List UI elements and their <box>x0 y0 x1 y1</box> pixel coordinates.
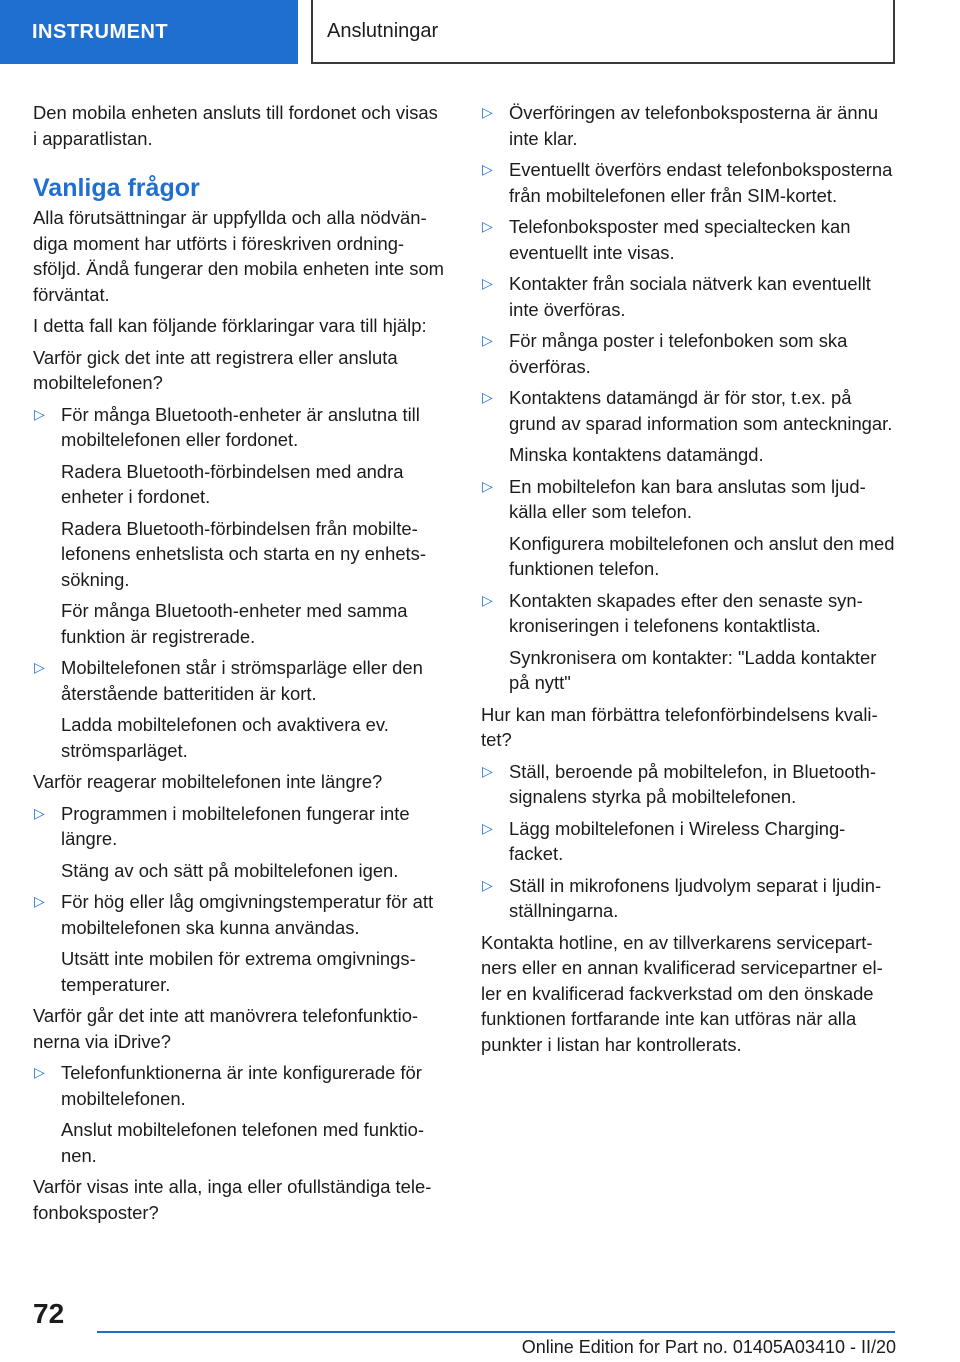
triangle-bullet-icon: ▷ <box>34 804 45 821</box>
triangle-bullet-icon: ▷ <box>482 161 493 177</box>
list-item <box>481 873 896 924</box>
list-item <box>33 889 445 997</box>
list-item-action: Ladda mobiltelefonen och avaktivera ev. strömsparläget. <box>61 714 389 761</box>
bullet-list <box>33 402 445 764</box>
list-item-text: Telefonfunktionerna är inte konfigurerade för mobiltelefonen. <box>61 1062 422 1109</box>
list-item <box>33 402 445 650</box>
list-item-text: Överföringen av telefonboksposterna är ännu inte klar. <box>509 102 879 149</box>
list-item-action: För många Bluetooth-enheter med samma funktion är registrerade. <box>61 600 408 647</box>
edition-note: Online Edition for Part no. 01405A03410 - II/20 <box>521 1337 896 1357</box>
list-item <box>481 328 896 379</box>
list-item-text: För många poster i telefonboken som ska överföras. <box>509 330 848 377</box>
list-item-text: För hög eller låg omgivningstemperatur för att mobiltelefonen ska kunna användas. <box>61 891 434 938</box>
section-header <box>311 0 895 64</box>
chapter-tab <box>0 0 298 64</box>
list-item-action: Utsätt inte mobilen för extrema omgivningstemperaturer. <box>61 948 416 995</box>
bullet-list <box>481 759 896 924</box>
triangle-bullet-icon: ▷ <box>482 477 493 494</box>
list-item <box>481 271 896 322</box>
list-item-text: Ställ, beroende på mobiltelefon, in Bluetooth-signalens styrka på mobiltelefonen. <box>509 760 877 807</box>
triangle-bullet-icon: ▷ <box>482 218 493 234</box>
list-item-action: Minska kontaktens datamängd. <box>509 444 764 465</box>
triangle-bullet-icon: ▷ <box>482 876 493 893</box>
list-item-text: Ställ in mikrofonens ljudvolym separat i ljudinställningarna. <box>509 874 882 921</box>
list-item-action: Synkronisera om kontakter: "Ladda kontakter på nytt" <box>509 646 877 693</box>
bullet-list <box>481 100 896 696</box>
list-item <box>33 801 445 884</box>
section-heading: Vanliga frågor <box>33 174 200 202</box>
chapter-tab-label: INSTRUMENT <box>32 20 169 43</box>
list-item-text: Eventuellt överförs endast telefonboksposterna från mobiltelefonen eller från SIM-kortet. <box>509 159 893 206</box>
triangle-bullet-icon: ▷ <box>34 659 45 675</box>
list-item-text: Programmen i mobiltelefonen fungerar inte längre. <box>61 802 410 849</box>
triangle-bullet-icon: ▷ <box>482 332 493 348</box>
list-item <box>33 1060 445 1168</box>
list-item <box>481 588 896 696</box>
triangle-bullet-icon: ▷ <box>482 591 493 608</box>
page-number: 72 <box>33 1298 65 1329</box>
bullet-list <box>33 801 445 998</box>
list-item <box>481 474 896 582</box>
triangle-bullet-icon: ▷ <box>34 893 45 909</box>
closing-paragraph: Kontakta hotline, en av tillverkarens servicepartners eller en annan kvalificerad servicepartner eller en kvalificerad fackverkstad om den önskade funktionen fortfarande inte kan utföras när alla punkter i listan har kontrollerats. <box>481 931 883 1055</box>
triangle-bullet-icon: ▷ <box>482 275 493 291</box>
right-column <box>481 100 896 1063</box>
bullet-list <box>33 1060 445 1168</box>
paragraph: I detta fall kan följande förklaringar vara till hjälp: <box>33 315 427 336</box>
paragraph: Alla förutsättningar är uppfyllda och alla nödvändiga moment har utförts i föreskriven ordningsföljd. Ändå fungerar den mobila enheten inte som förväntat. <box>33 207 444 305</box>
left-column <box>33 100 445 1231</box>
list-item-text: Kontakten skapades efter den senaste synkroniseringen i telefonens kontaktlista. <box>509 589 863 636</box>
question: Varför visas inte alla, inga eller ofullständiga telefonboksposter? <box>33 1176 432 1223</box>
list-item <box>481 385 896 468</box>
list-item-action: Stäng av och sätt på mobiltelefonen igen. <box>61 859 399 881</box>
list-item <box>481 759 896 810</box>
list-item-text: En mobiltelefon kan bara anslutas som ljudkälla eller som telefon. <box>509 475 866 522</box>
question: Hur kan man förbättra telefonförbindelsens kvalitet? <box>481 703 878 750</box>
triangle-bullet-icon: ▷ <box>482 104 493 120</box>
list-item-action: Radera Bluetooth-förbindelsen från mobiltelefonens enhetslista och starta en ny enhetssökning. <box>61 517 426 590</box>
question: Varför gick det inte att registrera eller ansluta mobiltelefonen? <box>33 346 398 393</box>
list-item-action: Anslut mobiltelefonen telefonen med funktionen. <box>61 1119 424 1166</box>
list-item-text: Kontaktens datamängd är för stor, t.ex. på grund av sparad information som anteckningar. <box>509 387 893 434</box>
list-item-text: Telefonboksposter med specialtecken kan eventuellt inte visas. <box>509 216 851 263</box>
list-item <box>481 816 896 867</box>
triangle-bullet-icon: ▷ <box>34 405 45 422</box>
triangle-bullet-icon: ▷ <box>34 1064 45 1080</box>
triangle-bullet-icon: ▷ <box>482 819 493 836</box>
list-item <box>481 157 896 208</box>
list-item <box>481 214 896 265</box>
question: Varför går det inte att manövrera telefonfunktionerna via iDrive? <box>33 1005 419 1052</box>
section-title: Anslutningar <box>327 19 439 42</box>
list-item-action: Radera Bluetooth-förbindelsen med andra enheter i fordonet. <box>61 460 404 507</box>
question: Varför reagerar mobiltelefonen inte längre? <box>33 771 383 792</box>
list-item <box>481 100 896 151</box>
list-item-action: Konfigurera mobiltelefonen och anslut den med funktionen telefon. <box>509 532 895 579</box>
list-item-text: För många Bluetooth-enheter är anslutna till mobiltelefonen eller fordonet. <box>61 403 420 450</box>
triangle-bullet-icon: ▷ <box>482 762 493 779</box>
triangle-bullet-icon: ▷ <box>482 389 493 405</box>
list-item-text: Kontakter från sociala nätverk kan eventuellt inte överföras. <box>509 273 871 320</box>
list-item-text: Mobiltelefonen står i strömsparläge eller den återstående batteritiden är kort. <box>61 657 423 704</box>
list-item <box>33 655 445 763</box>
list-item-text: Lägg mobiltelefonen i Wireless Charging-facket. <box>509 817 846 864</box>
intro-paragraph: Den mobila enheten ansluts till fordonet och visas i apparatlistan. <box>33 102 438 149</box>
